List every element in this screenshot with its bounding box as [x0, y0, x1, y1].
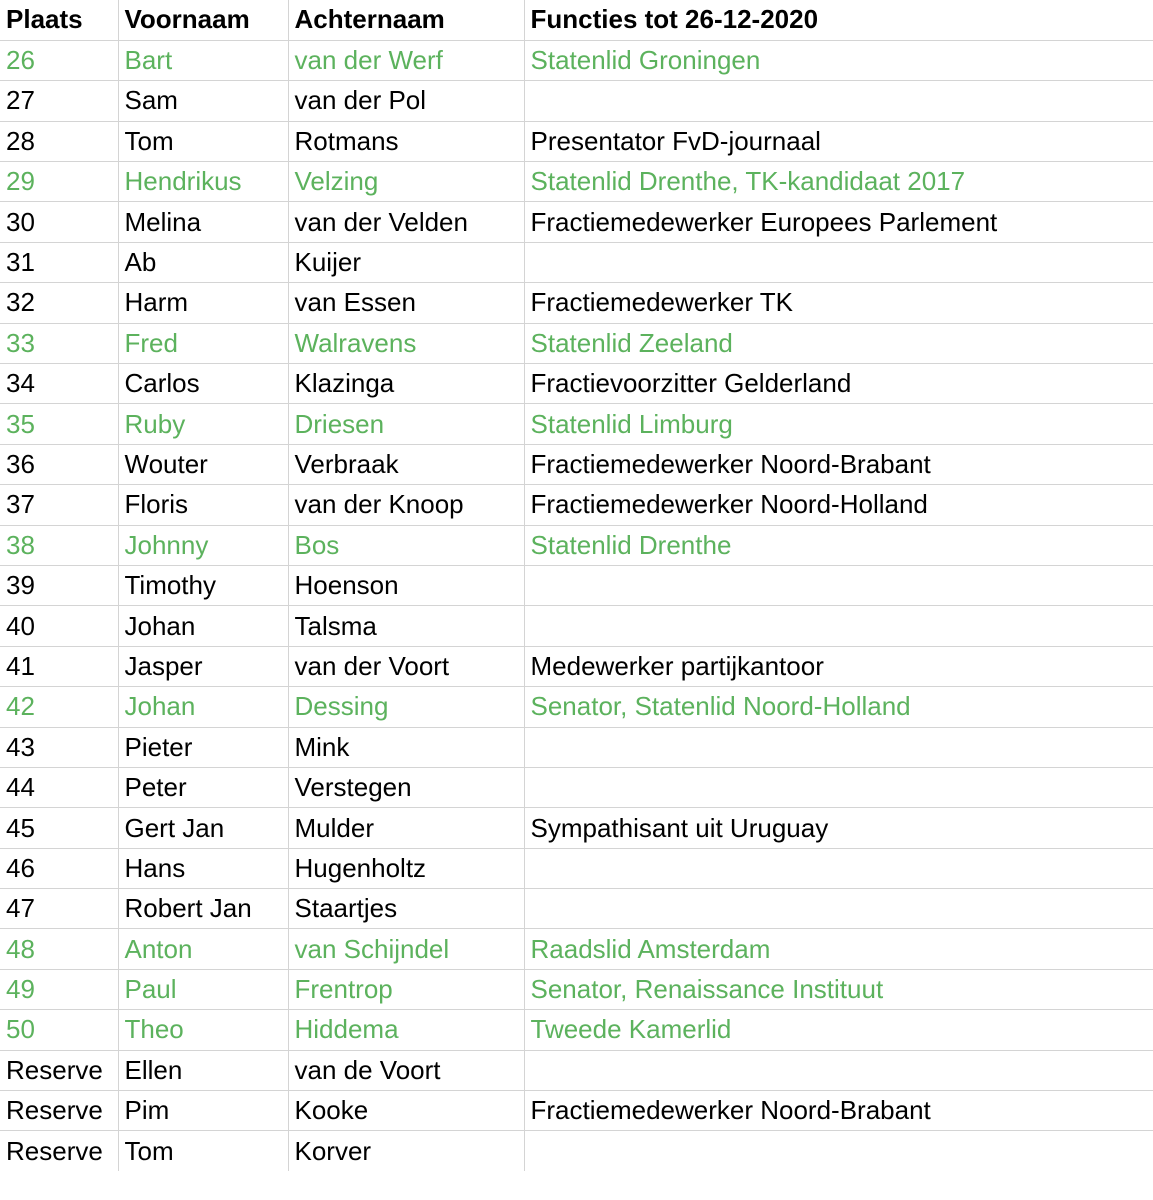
cell-voornaam[interactable]: Wouter [118, 444, 288, 484]
cell-voornaam[interactable]: Bart [118, 40, 288, 80]
cell-achternaam[interactable]: van der Voort [288, 646, 524, 686]
cell-plaats[interactable]: 28 [0, 121, 118, 161]
table-row [0, 40, 1153, 80]
cell-functies[interactable] [524, 242, 1153, 282]
table-row [0, 283, 1153, 323]
cell-plaats[interactable]: Reserve [0, 1050, 118, 1090]
table-row [0, 848, 1153, 888]
cell-voornaam[interactable]: Fred [118, 323, 288, 363]
cell-plaats[interactable]: 41 [0, 646, 118, 686]
table-row [0, 323, 1153, 363]
cell-plaats[interactable]: Reserve [0, 1091, 118, 1131]
table-row [0, 202, 1153, 242]
cell-achternaam[interactable]: Velzing [288, 162, 524, 202]
cell-achternaam[interactable]: Dessing [288, 687, 524, 727]
cell-plaats[interactable]: 47 [0, 889, 118, 929]
cell-voornaam[interactable]: Hendrikus [118, 162, 288, 202]
cell-functies[interactable]: Raadslid Amsterdam [524, 929, 1153, 969]
cell-plaats[interactable]: 44 [0, 767, 118, 807]
cell-achternaam[interactable]: Kuijer [288, 242, 524, 282]
table-row [0, 485, 1153, 525]
cell-functies[interactable] [524, 81, 1153, 121]
table-row [0, 242, 1153, 282]
cell-voornaam[interactable]: Johan [118, 606, 288, 646]
cell-achternaam[interactable]: Walravens [288, 323, 524, 363]
cell-voornaam[interactable]: Harm [118, 283, 288, 323]
table-row [0, 1010, 1153, 1050]
header-achternaam[interactable]: Achternaam [288, 0, 524, 40]
cell-plaats[interactable]: 46 [0, 848, 118, 888]
cell-functies[interactable] [524, 889, 1153, 929]
cell-achternaam[interactable]: Staartjes [288, 889, 524, 929]
cell-voornaam[interactable]: Johnny [118, 525, 288, 565]
cell-voornaam[interactable]: Sam [118, 81, 288, 121]
table-row [0, 1050, 1153, 1090]
cell-achternaam[interactable]: Kooke [288, 1091, 524, 1131]
cell-functies[interactable]: Senator, Renaissance Instituut [524, 969, 1153, 1009]
cell-functies[interactable]: Fractiemedewerker Noord-Holland [524, 485, 1153, 525]
cell-functies[interactable]: Presentator FvD-journaal [524, 121, 1153, 161]
cell-voornaam[interactable]: Tom [118, 1131, 288, 1171]
cell-voornaam[interactable]: Theo [118, 1010, 288, 1050]
cell-achternaam[interactable]: Bos [288, 525, 524, 565]
cell-achternaam[interactable]: Hugenholtz [288, 848, 524, 888]
cell-functies[interactable] [524, 767, 1153, 807]
table-row [0, 1131, 1153, 1171]
cell-functies[interactable]: Statenlid Drenthe [524, 525, 1153, 565]
cell-voornaam[interactable]: Johan [118, 687, 288, 727]
cell-plaats[interactable]: 45 [0, 808, 118, 848]
cell-functies[interactable]: Fractievoorzitter Gelderland [524, 364, 1153, 404]
cell-functies[interactable]: Senator, Statenlid Noord-Holland [524, 687, 1153, 727]
cell-functies[interactable] [524, 1050, 1153, 1090]
cell-voornaam[interactable]: Ruby [118, 404, 288, 444]
cell-voornaam[interactable]: Pieter [118, 727, 288, 767]
header-voornaam[interactable]: Voornaam [118, 0, 288, 40]
cell-achternaam[interactable]: Verbraak [288, 444, 524, 484]
table-row [0, 121, 1153, 161]
table-row [0, 444, 1153, 484]
cell-plaats[interactable]: 33 [0, 323, 118, 363]
table-row [0, 929, 1153, 969]
cell-achternaam[interactable]: Hiddema [288, 1010, 524, 1050]
cell-plaats[interactable]: 43 [0, 727, 118, 767]
cell-voornaam[interactable]: Paul [118, 969, 288, 1009]
table-row [0, 162, 1153, 202]
cell-achternaam[interactable]: Klazinga [288, 364, 524, 404]
table-row [0, 808, 1153, 848]
cell-plaats[interactable]: 49 [0, 969, 118, 1009]
table-header [0, 0, 1153, 40]
cell-achternaam[interactable]: Mink [288, 727, 524, 767]
cell-plaats[interactable]: 42 [0, 687, 118, 727]
table-row [0, 969, 1153, 1009]
cell-functies[interactable]: Sympathisant uit Uruguay [524, 808, 1153, 848]
table-row [0, 1091, 1153, 1131]
cell-voornaam[interactable]: Anton [118, 929, 288, 969]
cell-functies[interactable]: Fractiemedewerker TK [524, 283, 1153, 323]
cell-achternaam[interactable]: Hoenson [288, 565, 524, 605]
cell-achternaam[interactable]: van Schijndel [288, 929, 524, 969]
cell-plaats[interactable]: 26 [0, 40, 118, 80]
table-row [0, 606, 1153, 646]
cell-voornaam[interactable]: Robert Jan [118, 889, 288, 929]
cell-achternaam[interactable]: Frentrop [288, 969, 524, 1009]
cell-plaats[interactable]: 48 [0, 929, 118, 969]
cell-voornaam[interactable]: Timothy [118, 565, 288, 605]
cell-plaats[interactable]: 36 [0, 444, 118, 484]
table-body [0, 40, 1153, 1171]
cell-plaats[interactable]: Reserve [0, 1131, 118, 1171]
cell-voornaam[interactable]: Gert Jan [118, 808, 288, 848]
header-plaats[interactable]: Plaats [0, 0, 118, 40]
cell-functies[interactable] [524, 565, 1153, 605]
cell-functies[interactable]: Statenlid Limburg [524, 404, 1153, 444]
cell-voornaam[interactable]: Tom [118, 121, 288, 161]
cell-plaats[interactable]: 38 [0, 525, 118, 565]
cell-voornaam[interactable]: Floris [118, 485, 288, 525]
table-row [0, 404, 1153, 444]
cell-functies[interactable]: Medewerker partijkantoor [524, 646, 1153, 686]
cell-achternaam[interactable]: Driesen [288, 404, 524, 444]
cell-plaats[interactable]: 27 [0, 81, 118, 121]
cell-plaats[interactable]: 50 [0, 1010, 118, 1050]
table-row [0, 81, 1153, 121]
table-row [0, 889, 1153, 929]
cell-plaats[interactable]: 34 [0, 364, 118, 404]
cell-voornaam[interactable]: Jasper [118, 646, 288, 686]
cell-plaats[interactable]: 40 [0, 606, 118, 646]
cell-functies[interactable]: Statenlid Groningen [524, 40, 1153, 80]
table-row [0, 646, 1153, 686]
cell-achternaam[interactable]: van der Pol [288, 81, 524, 121]
cell-functies[interactable] [524, 606, 1153, 646]
cell-voornaam[interactable]: Carlos [118, 364, 288, 404]
cell-achternaam[interactable]: van de Voort [288, 1050, 524, 1090]
cell-functies[interactable]: Statenlid Zeeland [524, 323, 1153, 363]
cell-achternaam[interactable]: Korver [288, 1131, 524, 1171]
table-row [0, 364, 1153, 404]
cell-plaats[interactable]: 29 [0, 162, 118, 202]
cell-plaats[interactable]: 39 [0, 565, 118, 605]
table-row [0, 565, 1153, 605]
cell-voornaam[interactable]: Pim [118, 1091, 288, 1131]
cell-achternaam[interactable]: van der Werf [288, 40, 524, 80]
cell-plaats[interactable]: 30 [0, 202, 118, 242]
table-row [0, 687, 1153, 727]
cell-functies[interactable]: Fractiemedewerker Noord-Brabant [524, 1091, 1153, 1131]
cell-functies[interactable]: Fractiemedewerker Europees Parlement [524, 202, 1153, 242]
cell-functies[interactable] [524, 848, 1153, 888]
cell-voornaam[interactable]: Ellen [118, 1050, 288, 1090]
cell-achternaam[interactable]: Verstegen [288, 767, 524, 807]
cell-achternaam[interactable]: Talsma [288, 606, 524, 646]
cell-achternaam[interactable]: van der Knoop [288, 485, 524, 525]
cell-plaats[interactable]: 32 [0, 283, 118, 323]
cell-functies[interactable] [524, 727, 1153, 767]
cell-plaats[interactable]: 37 [0, 485, 118, 525]
cell-voornaam[interactable]: Hans [118, 848, 288, 888]
cell-achternaam[interactable]: Mulder [288, 808, 524, 848]
table-row [0, 727, 1153, 767]
header-row [0, 0, 1153, 40]
cell-voornaam[interactable]: Ab [118, 242, 288, 282]
cell-achternaam[interactable]: van der Velden [288, 202, 524, 242]
cell-voornaam[interactable]: Melina [118, 202, 288, 242]
cell-plaats[interactable]: 31 [0, 242, 118, 282]
cell-functies[interactable]: Tweede Kamerlid [524, 1010, 1153, 1050]
cell-achternaam[interactable]: Rotmans [288, 121, 524, 161]
cell-plaats[interactable]: 35 [0, 404, 118, 444]
table-row [0, 767, 1153, 807]
cell-functies[interactable]: Fractiemedewerker Noord-Brabant [524, 444, 1153, 484]
cell-achternaam[interactable]: van Essen [288, 283, 524, 323]
header-functies[interactable]: Functies tot 26-12-2020 [524, 0, 1153, 40]
cell-functies[interactable]: Statenlid Drenthe, TK-kandidaat 2017 [524, 162, 1153, 202]
table-row [0, 525, 1153, 565]
cell-functies[interactable] [524, 1131, 1153, 1171]
cell-voornaam[interactable]: Peter [118, 767, 288, 807]
